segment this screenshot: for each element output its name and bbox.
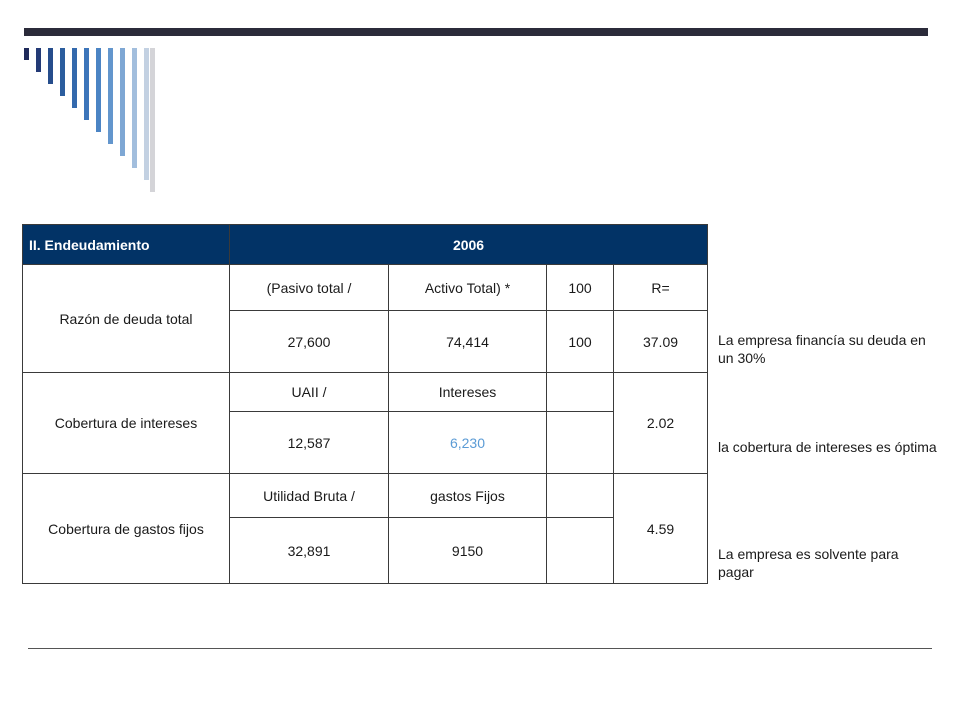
value-cell: 32,891 <box>230 518 389 584</box>
empty-cell <box>547 373 614 412</box>
table-row <box>23 373 708 412</box>
deco-bar <box>132 48 137 168</box>
year-header: 2006 <box>230 225 708 265</box>
deco-bar <box>108 48 113 144</box>
value-cell: 74,414 <box>389 311 547 373</box>
debt-ratios-table <box>22 224 708 584</box>
value-cell: 27,600 <box>230 311 389 373</box>
deco-bar <box>150 48 155 192</box>
deco-bar <box>144 48 149 180</box>
deco-bar <box>60 48 65 96</box>
formula-cell: (Pasivo total / <box>230 265 389 311</box>
empty-cell <box>547 474 614 518</box>
interest-note: la cobertura de intereses es óptima <box>718 439 937 455</box>
formula-cell: Activo Total) * <box>389 265 547 311</box>
table-header-row <box>23 225 708 265</box>
value-cell: 9150 <box>389 518 547 584</box>
table-row <box>23 474 708 518</box>
deco-bar <box>84 48 89 120</box>
formula-cell: 100 <box>547 265 614 311</box>
result-cell: 2.02 <box>614 373 708 474</box>
result-cell: 4.59 <box>614 474 708 584</box>
formula-cell: R= <box>614 265 708 311</box>
debt-ratio-label: Razón de deuda total <box>23 265 230 373</box>
deco-bar <box>96 48 101 132</box>
interest-value-cell: 6,230 <box>389 412 547 474</box>
deco-bar <box>36 48 41 72</box>
fixed-coverage-label: Cobertura de gastos fijos <box>23 474 230 584</box>
interest-coverage-label: Cobertura de intereses <box>23 373 230 474</box>
result-cell: 37.09 <box>614 311 708 373</box>
top-rule <box>24 28 928 36</box>
formula-cell: UAII / <box>230 373 389 412</box>
section-title: II. Endeudamiento <box>23 225 230 265</box>
table-row <box>23 265 708 311</box>
value-cell: 12,587 <box>230 412 389 474</box>
empty-cell <box>547 518 614 584</box>
formula-cell: Intereses <box>389 373 547 412</box>
empty-cell <box>547 412 614 474</box>
formula-cell: gastos Fijos <box>389 474 547 518</box>
debt-note: La empresa financía su deuda en un 30% <box>718 332 926 366</box>
deco-bar <box>24 48 29 60</box>
formula-cell: Utilidad Bruta / <box>230 474 389 518</box>
bottom-rule <box>28 648 932 649</box>
fixed-note: La empresa es solvente para pagar <box>718 546 899 580</box>
deco-bar <box>72 48 77 108</box>
value-cell: 100 <box>547 311 614 373</box>
deco-bar <box>48 48 53 84</box>
deco-bar <box>120 48 125 156</box>
